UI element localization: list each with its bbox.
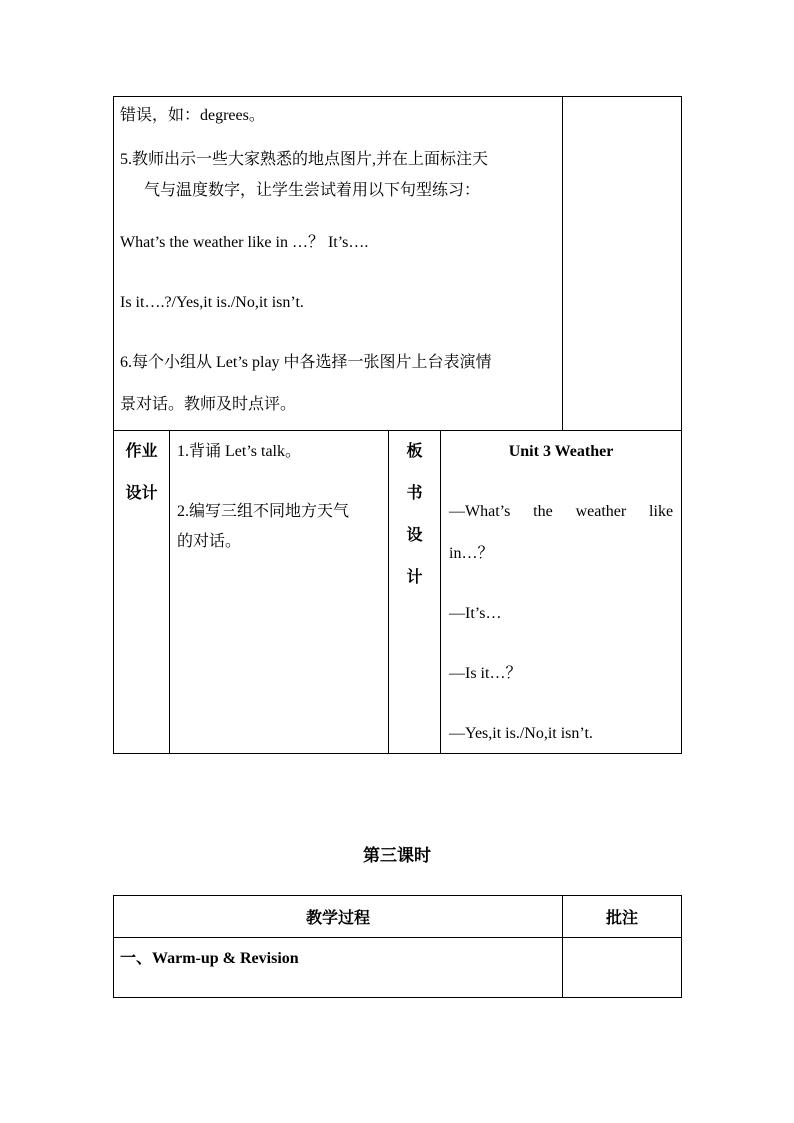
warmup-heading: 一、Warm-up & Revision: [120, 950, 299, 967]
lesson-plan-table: [113, 96, 682, 754]
board-title: Unit 3 Weather: [508, 443, 614, 460]
sentence-pattern-2: Is it….?/Yes,it is./No,it isn’t.: [120, 294, 304, 311]
homework-label-2: 设计: [125, 485, 158, 502]
board-line: —It’s…: [449, 605, 502, 622]
process-item-5-cont: 气与温度数字，让学生尝试着用以下句型练习：: [144, 182, 481, 199]
board-label-cell: [389, 431, 441, 754]
process-line: 错误，如：degrees。: [120, 107, 265, 124]
sentence-pattern-1: What’s the weather like in …？ It’s….: [120, 234, 369, 251]
board-label-char: 计: [406, 569, 423, 586]
homework-item-2-cont: 的对话。: [177, 533, 242, 550]
notes-cell: [563, 938, 682, 998]
board-label-char: 设: [406, 527, 423, 544]
process-cell: [114, 97, 563, 431]
board-line: —Yes,it is./No,it isn’t.: [449, 725, 593, 742]
process-item-6-cont: 景对话。教师及时点评。: [120, 396, 297, 413]
notes-cell: [563, 97, 682, 431]
board-label-char: 书: [406, 485, 423, 502]
homework-item-2: 2.编写三组不同地方天气: [177, 503, 350, 520]
warmup-cell: [114, 938, 563, 998]
homework-content-cell: [170, 431, 389, 754]
homework-item-1: 1.背诵 Let’s talk。: [177, 443, 301, 460]
board-line-cont: in…？: [449, 545, 494, 562]
lesson-title: 第三课时: [363, 846, 431, 865]
board-line: —What’s the weather like: [449, 503, 674, 520]
teaching-process-table: [113, 895, 682, 998]
homework-label: 作业: [125, 443, 158, 460]
header-process: 教学过程: [114, 896, 563, 938]
board-content-cell: [441, 431, 682, 754]
board-line: —Is it…？: [449, 665, 522, 682]
board-label-char: 板: [406, 443, 423, 460]
process-item-5: 5.教师出示一些大家熟悉的地点图片,并在上面标注天: [120, 151, 489, 168]
header-notes: 批注: [563, 896, 682, 938]
homework-label-cell: [114, 431, 170, 754]
process-item-6: 6.每个小组从 Let’s play 中各选择一张图片上台表演情: [120, 354, 492, 371]
